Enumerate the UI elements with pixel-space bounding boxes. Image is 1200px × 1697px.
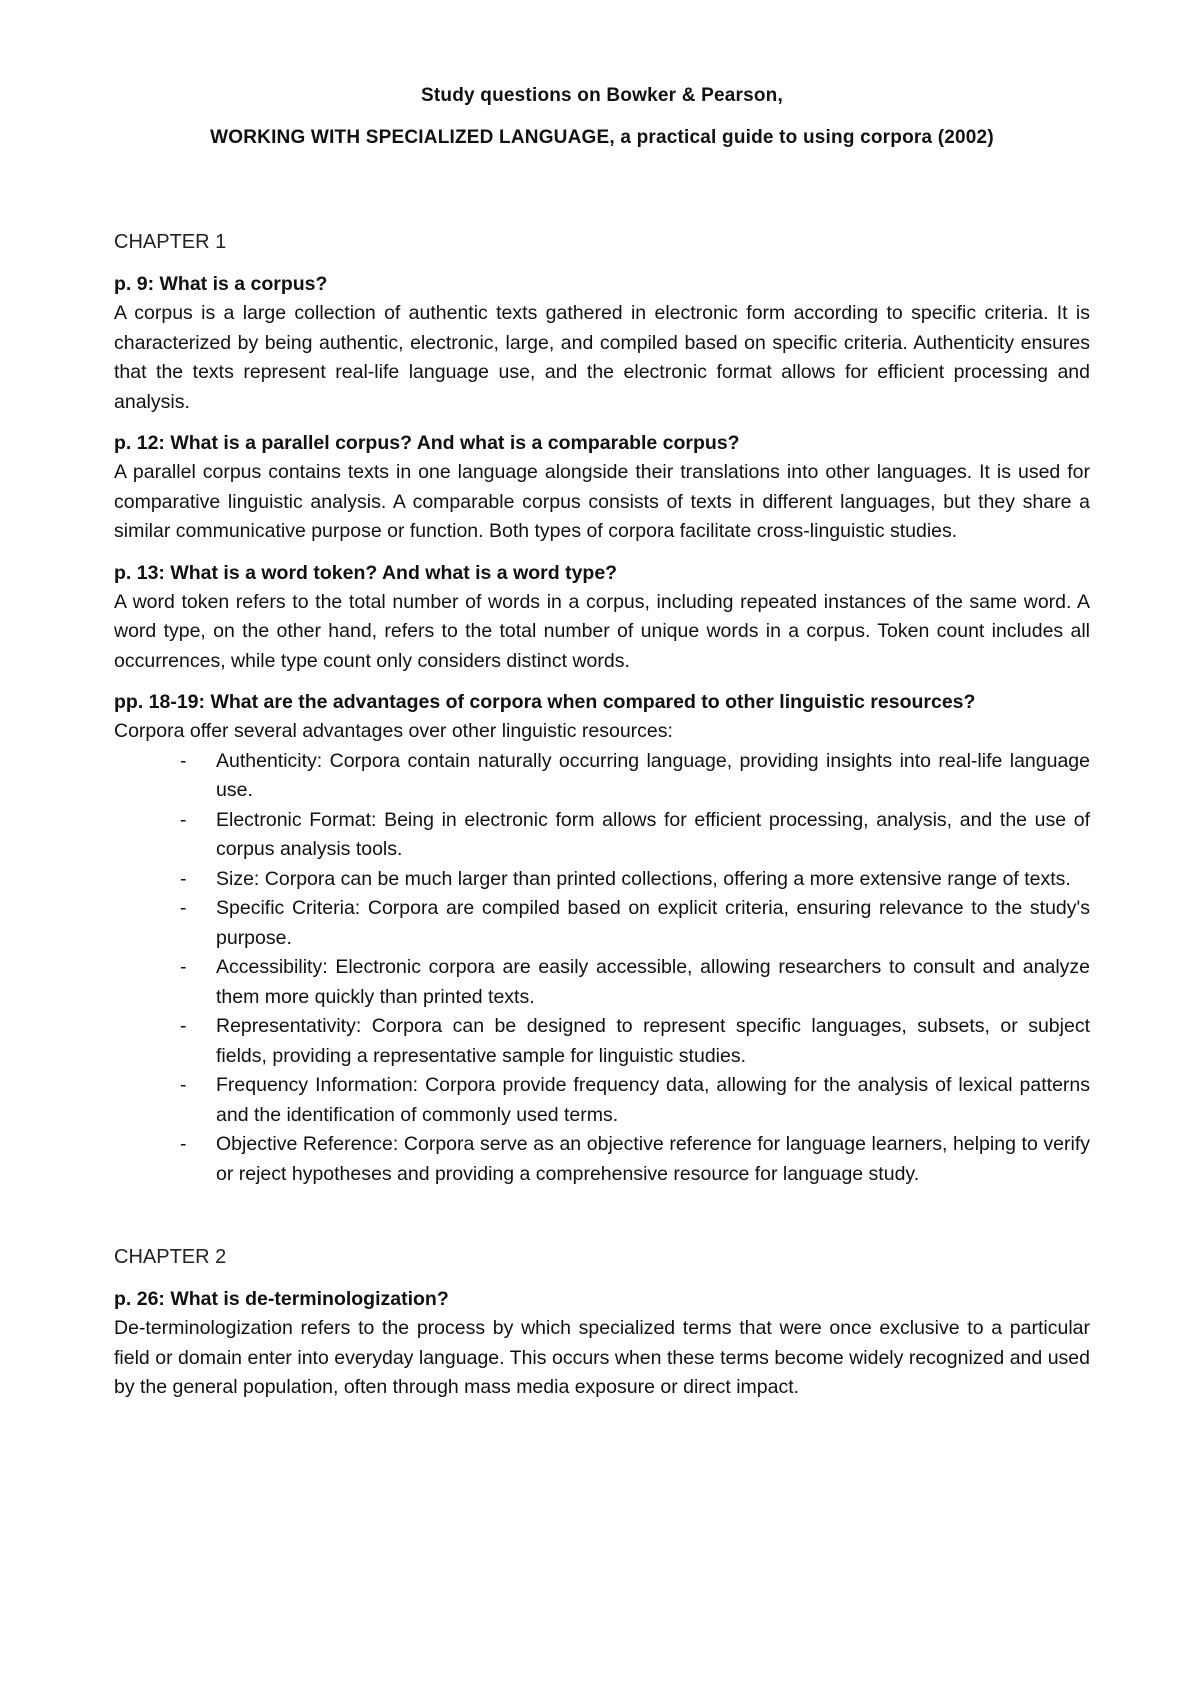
list-item	[114, 747, 1090, 806]
question-heading: p. 13: What is a word token? And what is a word type?	[114, 561, 618, 584]
advantages-list	[114, 747, 1090, 1190]
chapter-heading: CHAPTER 2	[114, 1246, 227, 1268]
list-item-text: Authenticity: Corpora contain naturally occurring language, providing insights into real-life language use.	[216, 749, 1090, 801]
chapter-heading: CHAPTER 1	[114, 231, 227, 253]
document-subtitle: WORKING WITH SPECIALIZED LANGUAGE, a practical guide to using corpora (2002)	[210, 127, 994, 148]
list-item	[114, 1130, 1090, 1189]
bullet-marker: -	[180, 1133, 187, 1155]
list-item-text: Specific Criteria: Corpora are compiled based on explicit criteria, ensuring relevance to the study's purpose.	[216, 897, 1090, 949]
question-heading: p. 9: What is a corpus?	[114, 273, 328, 295]
list-item-text: Frequency Information: Corpora provide frequency data, allowing for the analysis of lexical patterns and the identification of commonly used terms.	[216, 1074, 1090, 1126]
bullet-marker: -	[180, 1015, 187, 1037]
answer-paragraph: A corpus is a large collection of authentic texts gathered in electronic form according to specific criteria. It is characterized by being authentic, electronic, large, and compiled based on specific criteria. Authenticity ensures that the texts represent real-life language use, and the electronic format allows for efficient processing and analysis.	[114, 302, 1090, 413]
bullet-marker: -	[180, 897, 187, 919]
list-item-text: Objective Reference: Corpora serve as an objective reference for language learners, helping to verify or reject hypotheses and providing a comprehensive resource for language study.	[216, 1133, 1090, 1185]
list-item	[114, 865, 1090, 895]
list-item-text: Accessibility: Electronic corpora are easily accessible, allowing researchers to consult and analyze them more quickly than printed texts.	[216, 956, 1090, 1008]
bullet-marker: -	[180, 808, 187, 831]
answer-paragraph: Corpora offer several advantages over other linguistic resources:	[114, 720, 673, 742]
question-heading: pp. 18-19: What are the advantages of corpora when compared to other linguistic resources?	[114, 691, 976, 713]
list-item-text: Size: Corpora can be much larger than printed collections, offering a more extensive range of texts.	[216, 867, 1071, 890]
bullet-marker: -	[180, 956, 187, 978]
bullet-marker: -	[180, 749, 187, 772]
document-title: Study questions on Bowker & Pearson,	[421, 85, 783, 106]
bullet-marker: -	[180, 1074, 187, 1096]
answer-paragraph: A word token refers to the total number of words in a corpus, including repeated instances of the same word. A word type, on the other hand, refers to the total number of unique words in a corpus. Token count includes all occurrences, while type count only considers distinct words.	[114, 590, 1090, 672]
answer-paragraph: A parallel corpus contains texts in one language alongside their translations into other languages. It is used for comparative linguistic analysis. A comparable corpus consists of texts in different languages, but they share a similar communicative purpose or function. Both types of corpora facilitate cross-linguistic studies.	[114, 461, 1090, 542]
bullet-marker: -	[180, 867, 187, 890]
question-heading: p. 12: What is a parallel corpus? And what is a comparable corpus?	[114, 432, 740, 454]
list-item	[114, 1071, 1090, 1130]
list-item	[114, 953, 1090, 1012]
list-item-text: Electronic Format: Being in electronic form allows for efficient processing, analysis, and the use of corpus analysis tools.	[216, 808, 1090, 860]
answer-paragraph: De-terminologization refers to the process by which specialized terms that were once exclusive to a particular field or domain enter into everyday language. This occurs when these terms become widely recognized and used by the general population, often through mass media exposure or direct impact.	[114, 1317, 1090, 1398]
document-page	[114, 82, 1090, 1403]
question-heading: p. 26: What is de-terminologization?	[114, 1288, 449, 1310]
list-item	[114, 894, 1090, 953]
list-item	[114, 806, 1090, 865]
list-item	[114, 1012, 1090, 1071]
list-item-text: Representativity: Corpora can be designed to represent specific languages, subsets, or subject fields, providing a representative sample for linguistic studies.	[216, 1015, 1090, 1067]
